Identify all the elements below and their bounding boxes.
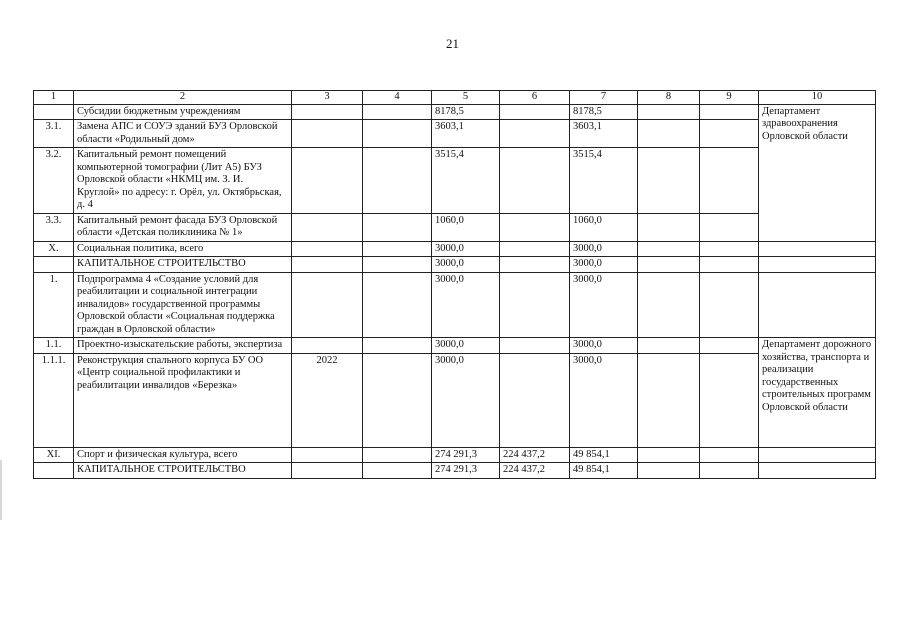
row-col7: 49 854,1 [570,447,638,463]
row-col10 [759,257,876,273]
row-col5: 3000,0 [432,257,500,273]
table-row [34,241,876,257]
row-title: Капитальный ремонт фасада БУЗ Орловской области «Детская поликлиника № 1» [74,213,292,241]
row-number: 1. [34,272,74,338]
department-roads: Департамент дорожного хозяйства, транспорта и реализации государственных строительных программ Орловской области [759,338,876,448]
row-col10 [759,241,876,257]
header-cell: 6 [500,91,570,105]
row-year [292,257,363,273]
row-title: Социальная политика, всего [74,241,292,257]
row-col5: 3000,0 [432,272,500,338]
row-col9 [700,241,759,257]
header-cell: 1 [34,91,74,105]
header-cell: 10 [759,91,876,105]
row-col9 [700,148,759,214]
row-col4 [363,338,432,354]
row-col9 [700,257,759,273]
row-col8 [638,272,700,338]
table-row [34,353,876,447]
row-year [292,213,363,241]
row-title: Капитальный ремонт помещений компьютерной томографии (Лит А5) БУЗ Орловской области «НКМЦ им. З. И. Круглой» по адресу: г. Орёл, ул. Октябрьская, д. 4 [74,148,292,214]
table-row [34,272,876,338]
row-col7: 3000,0 [570,241,638,257]
budget-table [33,90,876,479]
row-col5: 1060,0 [432,213,500,241]
row-col6 [500,338,570,354]
row-col7: 3603,1 [570,120,638,148]
row-number [34,463,74,479]
table-row [34,338,876,354]
row-col7: 49 854,1 [570,463,638,479]
row-col5: 274 291,3 [432,463,500,479]
row-year [292,148,363,214]
row-number: 1.1. [34,338,74,354]
row-col7: 3000,0 [570,338,638,354]
row-col4 [363,353,432,447]
row-year [292,241,363,257]
row-col8 [638,353,700,447]
row-col6 [500,241,570,257]
table-row [34,148,876,214]
row-col10 [759,463,876,479]
row-col7: 3000,0 [570,353,638,447]
header-cell: 3 [292,91,363,105]
header-cell: 7 [570,91,638,105]
row-col6 [500,272,570,338]
header-cell: 5 [432,91,500,105]
header-cell: 9 [700,91,759,105]
row-col6 [500,104,570,120]
row-col9 [700,213,759,241]
row-col7: 3000,0 [570,257,638,273]
table-row [34,447,876,463]
row-title: Замена АПС и СОУЭ зданий БУЗ Орловской области «Родильный дом» [74,120,292,148]
header-cell: 4 [363,91,432,105]
row-col5: 8178,5 [432,104,500,120]
row-title: Подпрограмма 4 «Создание условий для реабилитации и социальной интеграции инвалидов» государственной программы Орловской области «Социальная поддержка граждан в Орловской области» [74,272,292,338]
department-health: Департамент здравоохранения Орловской области [759,104,876,241]
row-col4 [363,241,432,257]
row-col8 [638,463,700,479]
row-col7: 8178,5 [570,104,638,120]
row-col4 [363,272,432,338]
row-col4 [363,104,432,120]
row-year: 2022 [292,353,363,447]
row-col9 [700,338,759,354]
row-col5: 3000,0 [432,353,500,447]
header-row [34,91,876,105]
row-col4 [363,257,432,273]
row-year [292,463,363,479]
row-col4 [363,148,432,214]
row-number: 1.1.1. [34,353,74,447]
row-year [292,120,363,148]
row-col8 [638,148,700,214]
row-col8 [638,104,700,120]
row-col9 [700,272,759,338]
row-title: Проектно-изыскательские работы, экспертиза [74,338,292,354]
row-col9 [700,120,759,148]
table-row [34,257,876,273]
row-year [292,447,363,463]
table-row [34,104,876,120]
row-col8 [638,213,700,241]
row-col6 [500,120,570,148]
row-col5: 3000,0 [432,241,500,257]
row-col5: 3603,1 [432,120,500,148]
row-title: Субсидии бюджетным учреждениям [74,104,292,120]
row-year [292,272,363,338]
row-col5: 274 291,3 [432,447,500,463]
scan-edge-mark [0,460,2,520]
row-col9 [700,353,759,447]
row-number [34,257,74,273]
row-col8 [638,257,700,273]
row-number: 3.2. [34,148,74,214]
header-cell: 8 [638,91,700,105]
row-title: КАПИТАЛЬНОЕ СТРОИТЕЛЬСТВО [74,257,292,273]
row-number [34,104,74,120]
row-col8 [638,241,700,257]
row-year [292,104,363,120]
row-col4 [363,120,432,148]
row-col10 [759,447,876,463]
row-col6 [500,213,570,241]
row-col6 [500,257,570,273]
row-col7: 1060,0 [570,213,638,241]
row-col4 [363,463,432,479]
row-col6: 224 437,2 [500,463,570,479]
table-row [34,120,876,148]
row-col4 [363,213,432,241]
row-title: КАПИТАЛЬНОЕ СТРОИТЕЛЬСТВО [74,463,292,479]
row-col9 [700,447,759,463]
row-number: 3.1. [34,120,74,148]
header-cell: 2 [74,91,292,105]
row-col5: 3515,4 [432,148,500,214]
row-title: Реконструкция спального корпуса БУ ОО «Центр социальной профилактики и реабилитации инвалидов «Березка» [74,353,292,447]
row-col9 [700,463,759,479]
row-year [292,338,363,354]
row-col9 [700,104,759,120]
row-col6 [500,148,570,214]
row-col7: 3515,4 [570,148,638,214]
table-row [34,213,876,241]
row-col10 [759,272,876,338]
row-col8 [638,338,700,354]
row-col6 [500,353,570,447]
row-col8 [638,120,700,148]
row-number: 3.3. [34,213,74,241]
row-title: Спорт и физическая культура, всего [74,447,292,463]
row-col7: 3000,0 [570,272,638,338]
row-col8 [638,447,700,463]
row-col5: 3000,0 [432,338,500,354]
page-number: 21 [446,36,459,51]
row-number: X. [34,241,74,257]
row-number: XI. [34,447,74,463]
table-row [34,463,876,479]
row-col4 [363,447,432,463]
row-col6: 224 437,2 [500,447,570,463]
